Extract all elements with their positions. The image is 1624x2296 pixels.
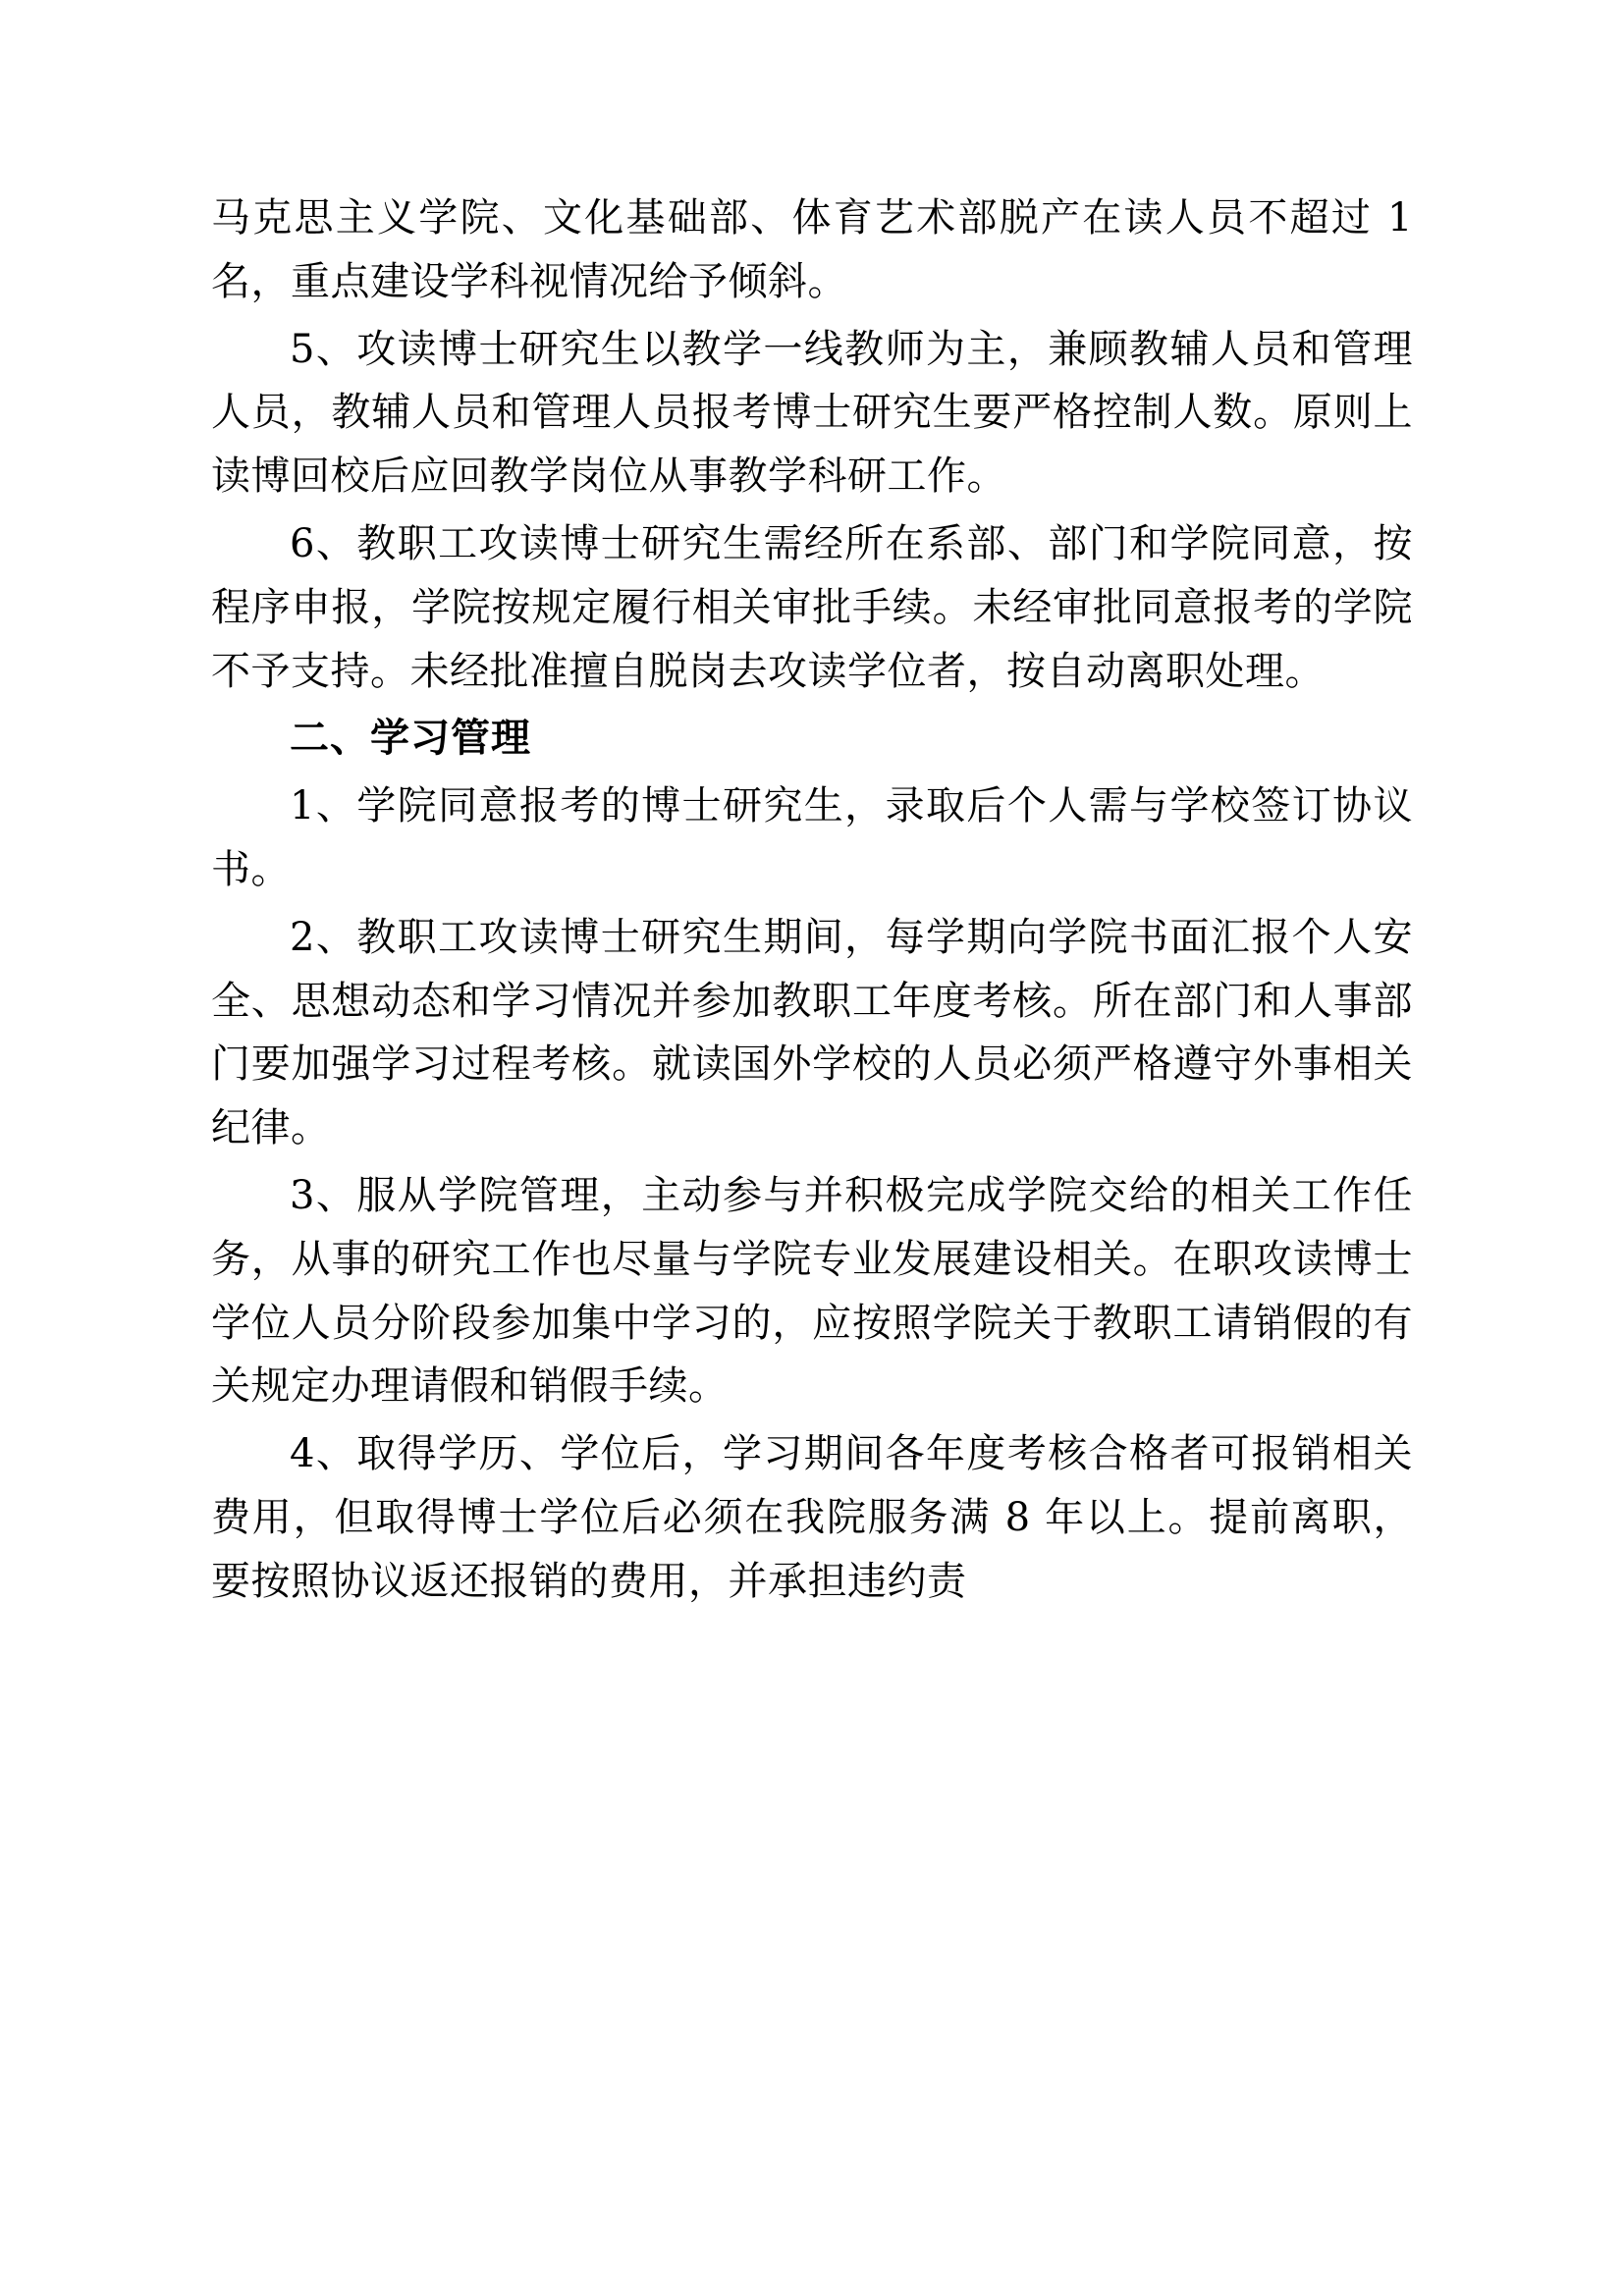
heading-study-management: 二、学习管理 (290, 716, 531, 762)
paragraph-study-item-1: 1、学院同意报考的博士研究生，录取后个人需与学校签订协议书。 (211, 783, 1413, 892)
paragraph-item-5: 5、攻读博士研究生以教学一线教师为主，兼顾教辅人员和管理人员，教辅人员和管理人员报考博士研究生要严格控制人数。原则上读博回校后应回教学岗位从事教学科研工作。 (211, 326, 1413, 500)
paragraph-study-item-4: 4、取得学历、学位后，学习期间各年度考核合格者可报销相关费用，但取得博士学位后必须在我院服务满 8 年以上。提前离职，要按照协议返还报销的费用，并承担违约责 (211, 1431, 1413, 1604)
paragraph-continued: 马克思主义学院、文化基础部、体育艺术部脱产在读人员不超过 1 名，重点建设学科视情况给予倾斜。 (211, 195, 1413, 304)
paragraph-study-item-2: 2、教职工攻读博士研究生期间，每学期向学院书面汇报个人安全、思想动态和学习情况并参加教职工年度考核。所在部门和人事部门要加强学习过程考核。就读国外学校的人员必须严格遵守外事相关纪律。 (211, 914, 1413, 1151)
paragraph-item-6: 6、教职工攻读博士研究生需经所在系部、部门和学院同意，按程序申报，学院按规定履行相关审批手续。未经审批同意报考的学院不予支持。未经批准擅自脱岗去攻读学位者，按自动离职处理。 (211, 520, 1413, 694)
document-body (211, 187, 1413, 1614)
paragraph-study-item-3: 3、服从学院管理，主动参与并积极完成学院交给的相关工作任务，从事的研究工作也尽量与学院专业发展建设相关。在职攻读博士学位人员分阶段参加集中学习的，应按照学院关于教职工请销假的有关规定办理请假和销假手续。 (211, 1172, 1413, 1410)
